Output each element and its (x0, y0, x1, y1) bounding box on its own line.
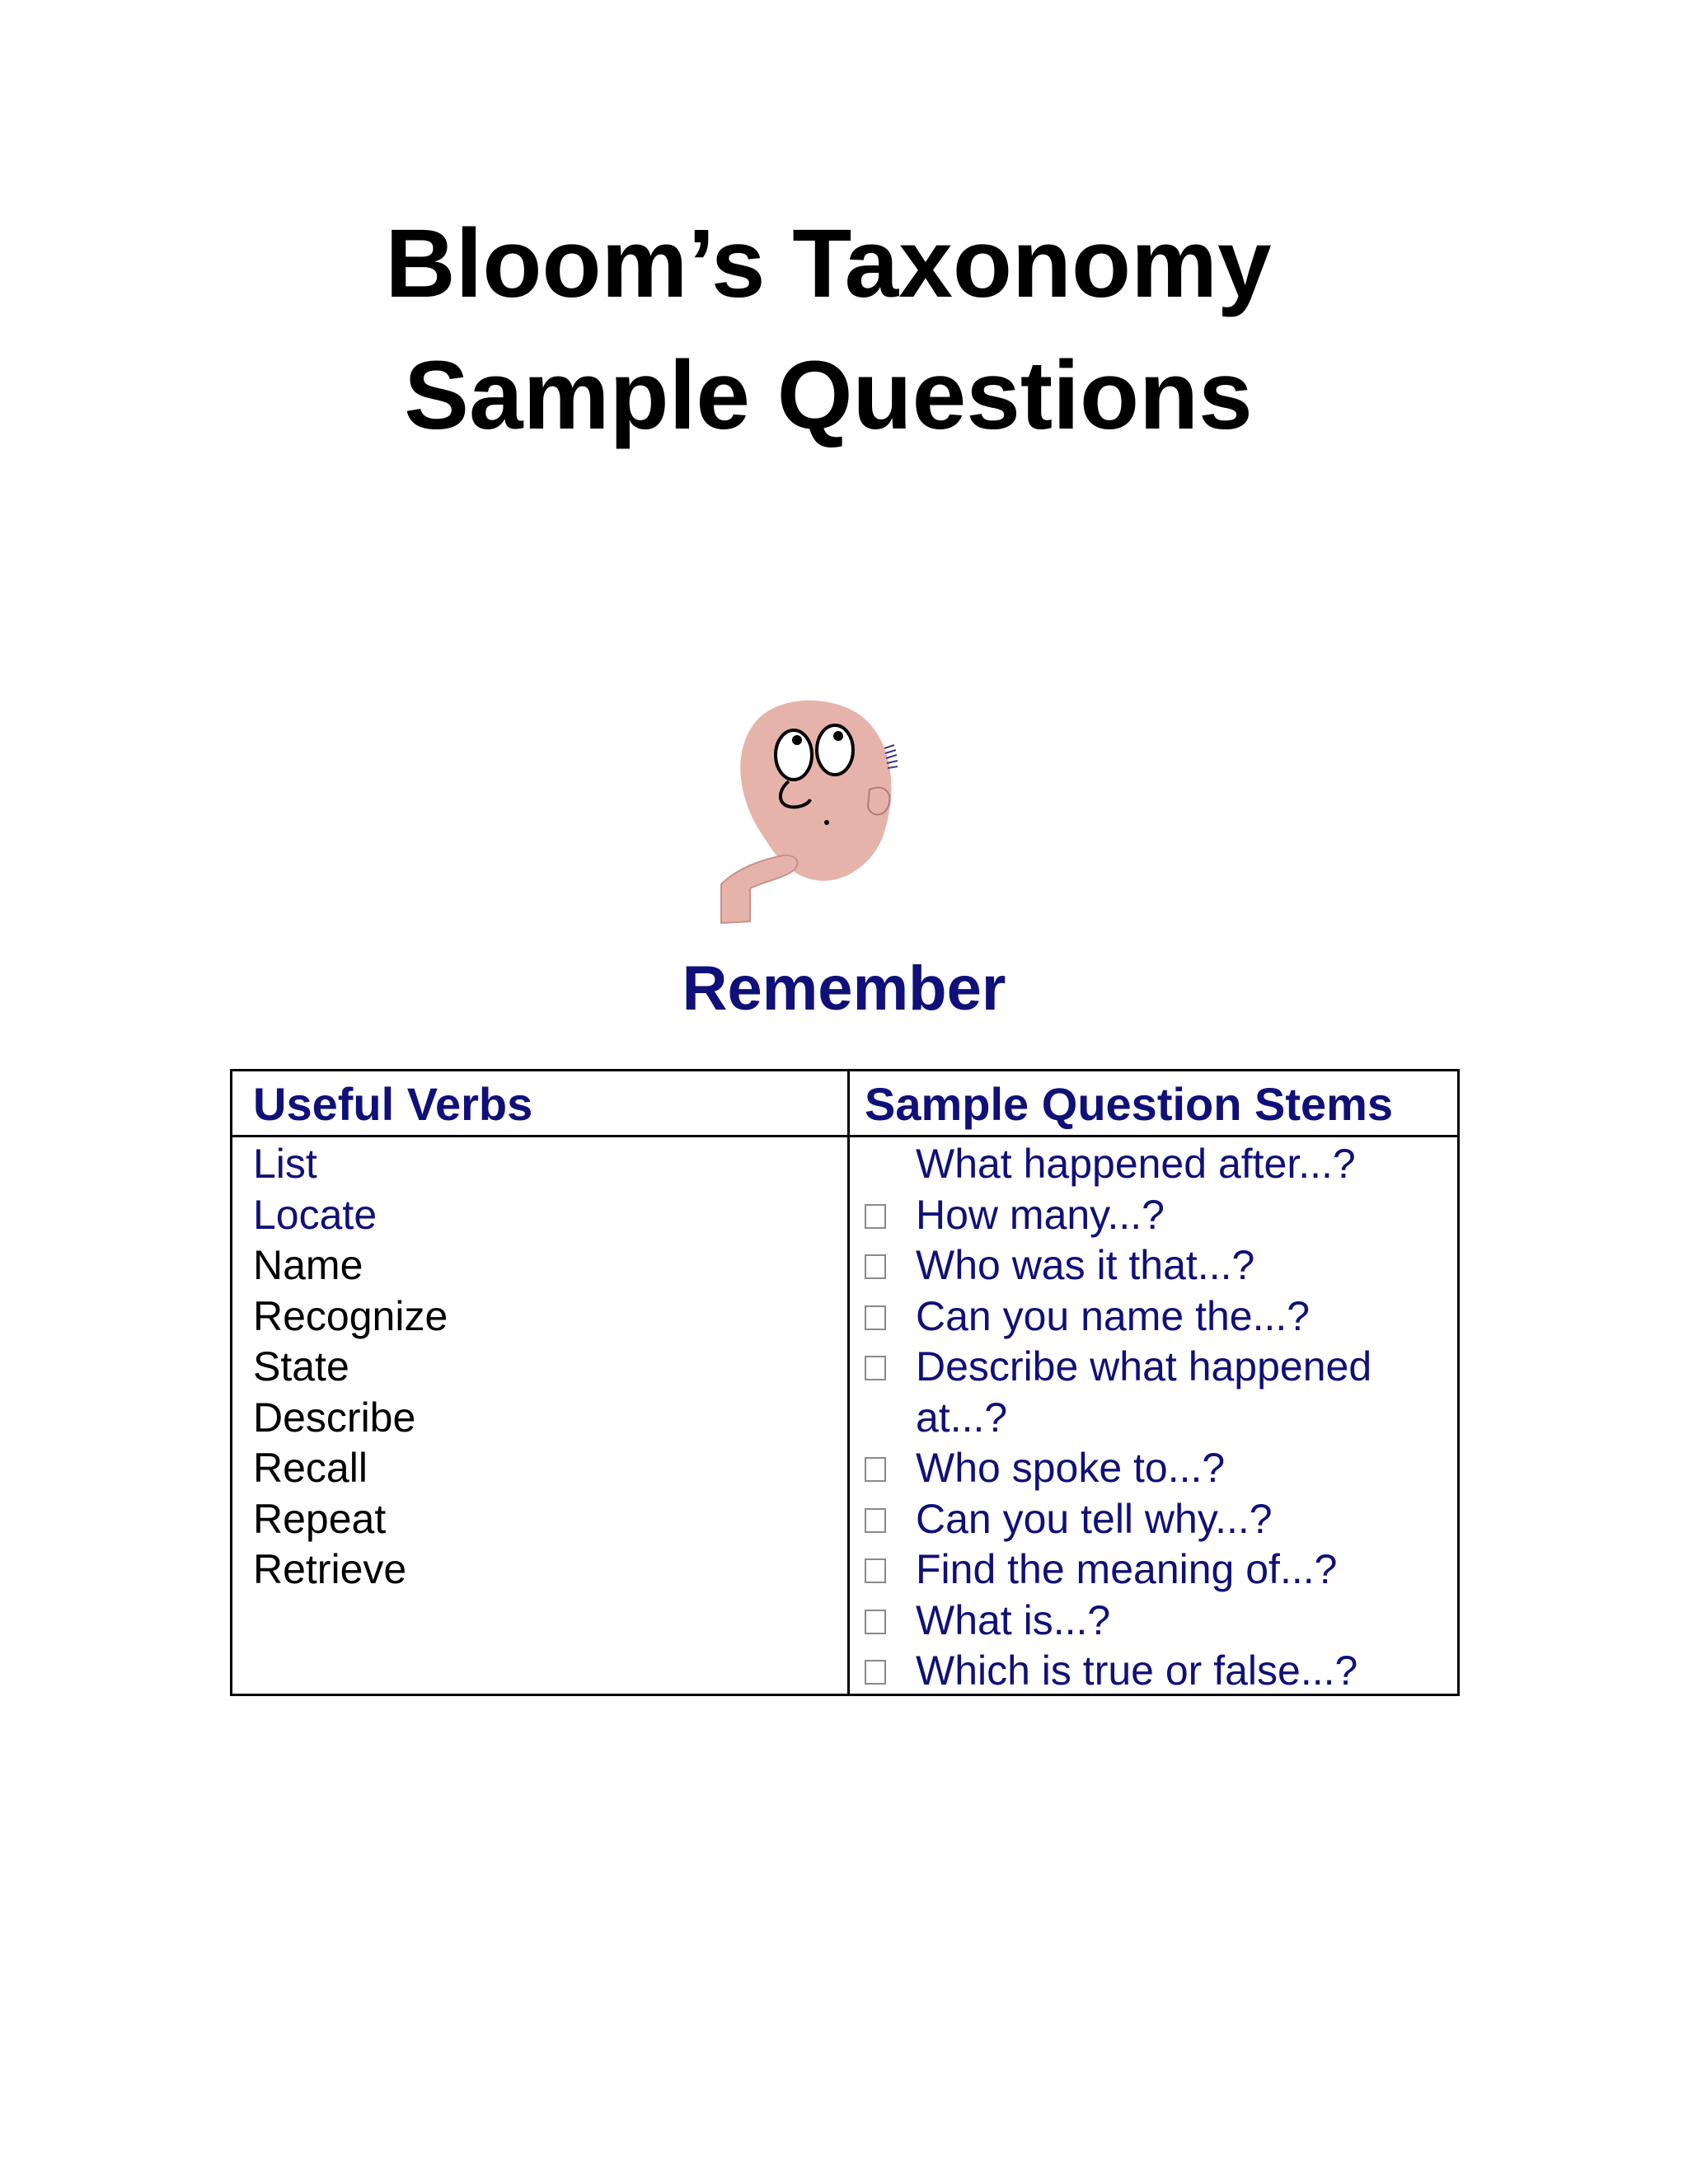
verb-item: State (253, 1343, 349, 1390)
verb-item: Recall (253, 1445, 368, 1491)
question-stem-text: What is...? (916, 1596, 1111, 1643)
question-stem-text: Find the meaning of...? (916, 1546, 1338, 1592)
question-stem-text: Can you tell why...? (916, 1495, 1273, 1542)
question-stem-text: What happened after...? (916, 1141, 1356, 1187)
bullet-box-icon (865, 1508, 886, 1533)
verb-item: Describe (253, 1394, 416, 1441)
title-line-2: Sample Questions (404, 341, 1253, 450)
bullet-box-icon (865, 1660, 886, 1685)
header-divider (232, 1135, 1457, 1137)
question-stem-text: How many...? (916, 1191, 1165, 1238)
question-stem-item (865, 1646, 1372, 1697)
question-stem-text: Can you name the...? (916, 1292, 1311, 1339)
thinking-face-icon (705, 691, 919, 938)
header-useful-verbs: Useful Verbs (253, 1078, 533, 1130)
column-divider (847, 1071, 850, 1694)
header-sample-question-stems: Sample Question Stems (865, 1078, 1394, 1130)
question-stem-text: Which is true or false...? (916, 1647, 1358, 1694)
verb-item: List (253, 1141, 317, 1187)
question-stem-item (865, 1342, 1372, 1443)
bullet-box-icon (865, 1457, 886, 1482)
question-stem-item (865, 1544, 1372, 1596)
bullet-box-icon (865, 1254, 886, 1279)
bullet-box-icon (865, 1610, 886, 1634)
question-stem-item (865, 1291, 1372, 1343)
title-line-1: Bloom’s Taxonomy (385, 209, 1272, 318)
verb-item: Locate (253, 1191, 377, 1238)
verb-item: Recognize (253, 1292, 448, 1339)
bullet-box-icon (865, 1356, 886, 1380)
bullet-box-icon (865, 1558, 886, 1583)
verbs-list (253, 1139, 448, 1596)
bullet-box-icon (865, 1204, 886, 1229)
section-heading: Remember (682, 954, 1006, 1024)
verb-item: Name (253, 1242, 363, 1288)
verb-item: Repeat (253, 1495, 387, 1542)
question-stems-list (865, 1139, 1372, 1697)
bullet-box-icon (865, 1305, 886, 1330)
question-stem-item (865, 1494, 1372, 1545)
question-stem-item (865, 1240, 1372, 1291)
question-stem-text: at...? (916, 1394, 1008, 1441)
question-stem-text: Describe what happened (916, 1343, 1372, 1390)
question-stem-item (865, 1190, 1372, 1241)
verbs-questions-table (230, 1069, 1460, 1696)
question-stem-item (865, 1139, 1372, 1190)
question-stem-item (865, 1596, 1372, 1647)
verb-item: Retrieve (253, 1546, 407, 1592)
question-stem-item (865, 1443, 1372, 1494)
question-stem-text: Who spoke to...? (916, 1445, 1226, 1491)
document-title (0, 198, 1657, 462)
question-stem-text: Who was it that...? (916, 1242, 1255, 1288)
